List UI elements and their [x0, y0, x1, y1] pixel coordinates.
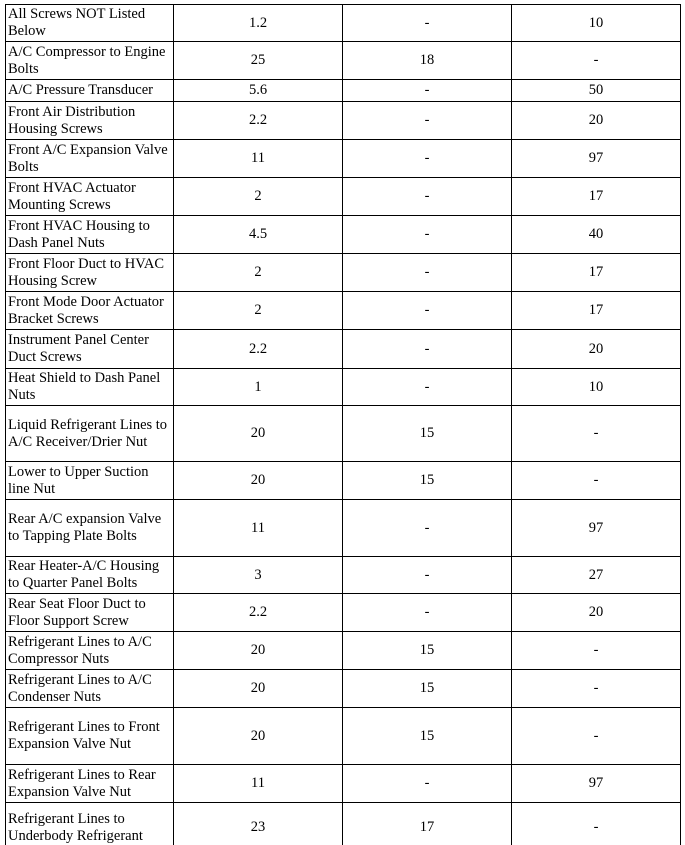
fastener-name-cell: Front HVAC Housing to Dash Panel Nuts	[6, 216, 174, 254]
torque-nm-cell: 23	[174, 803, 343, 845]
fastener-name-cell: Refrigerant Lines to Rear Expansion Valve Nut	[6, 765, 174, 803]
torque-nm-cell: 2.2	[174, 102, 343, 140]
torque-lbin-cell: 97	[512, 140, 681, 178]
table-row	[6, 80, 681, 102]
table-body	[6, 5, 681, 845]
torque-lbin-cell: 10	[512, 5, 681, 42]
torque-lbft-cell: -	[343, 216, 512, 254]
fastener-name-cell: Liquid Refrigerant Lines to A/C Receiver/Drier Nut	[6, 406, 174, 462]
torque-lbin-cell: 97	[512, 500, 681, 557]
fastener-name-cell: A/C Compressor to Engine Bolts	[6, 42, 174, 80]
torque-nm-cell: 1.2	[174, 5, 343, 42]
table-row	[6, 369, 681, 406]
fastener-name-cell: Refrigerant Lines to A/C Condenser Nuts	[6, 670, 174, 708]
fastener-name-cell: A/C Pressure Transducer	[6, 80, 174, 102]
torque-lbft-cell: 15	[343, 632, 512, 670]
table-row	[6, 708, 681, 765]
torque-lbft-cell: 15	[343, 462, 512, 500]
fastener-name-cell: Lower to Upper Suction line Nut	[6, 462, 174, 500]
torque-lbft-cell: -	[343, 140, 512, 178]
table-row	[6, 254, 681, 292]
torque-lbft-cell: 18	[343, 42, 512, 80]
torque-nm-cell: 20	[174, 632, 343, 670]
torque-lbft-cell: -	[343, 369, 512, 406]
torque-nm-cell: 20	[174, 406, 343, 462]
fastener-name-cell: Front Mode Door Actuator Bracket Screws	[6, 292, 174, 330]
table-row	[6, 292, 681, 330]
torque-nm-cell: 5.6	[174, 80, 343, 102]
fastener-name-cell: Refrigerant Lines to A/C Compressor Nuts	[6, 632, 174, 670]
torque-lbft-cell: 15	[343, 406, 512, 462]
table-row	[6, 102, 681, 140]
torque-lbft-cell: -	[343, 500, 512, 557]
torque-nm-cell: 20	[174, 708, 343, 765]
torque-nm-cell: 2	[174, 254, 343, 292]
torque-lbin-cell: -	[512, 708, 681, 765]
table-row	[6, 500, 681, 557]
torque-lbin-cell: -	[512, 406, 681, 462]
table-row	[6, 670, 681, 708]
torque-lbft-cell: 15	[343, 670, 512, 708]
torque-lbft-cell: -	[343, 557, 512, 594]
fastener-name-cell: Rear Heater-A/C Housing to Quarter Panel Bolts	[6, 557, 174, 594]
table-row	[6, 632, 681, 670]
torque-nm-cell: 11	[174, 140, 343, 178]
torque-nm-cell: 2.2	[174, 330, 343, 369]
table-row	[6, 216, 681, 254]
torque-lbin-cell: 10	[512, 369, 681, 406]
torque-nm-cell: 3	[174, 557, 343, 594]
torque-lbin-cell: 20	[512, 102, 681, 140]
torque-lbin-cell: 20	[512, 330, 681, 369]
torque-lbin-cell: 17	[512, 178, 681, 216]
table-row	[6, 140, 681, 178]
torque-lbin-cell: -	[512, 462, 681, 500]
fastener-name-cell: Rear Seat Floor Duct to Floor Support Screw	[6, 594, 174, 632]
table-row	[6, 42, 681, 80]
torque-lbft-cell: -	[343, 5, 512, 42]
fastener-name-cell: Instrument Panel Center Duct Screws	[6, 330, 174, 369]
torque-lbin-cell: -	[512, 670, 681, 708]
torque-lbin-cell: -	[512, 42, 681, 80]
table-row	[6, 406, 681, 462]
fastener-name-cell: Heat Shield to Dash Panel Nuts	[6, 369, 174, 406]
torque-lbin-cell: -	[512, 632, 681, 670]
table-row	[6, 178, 681, 216]
torque-lbin-cell: -	[512, 803, 681, 845]
torque-nm-cell: 11	[174, 765, 343, 803]
torque-lbin-cell: 20	[512, 594, 681, 632]
torque-lbft-cell: 17	[343, 803, 512, 845]
torque-lbin-cell: 97	[512, 765, 681, 803]
table-row	[6, 5, 681, 42]
torque-lbft-cell: 15	[343, 708, 512, 765]
torque-lbft-cell: -	[343, 594, 512, 632]
torque-lbft-cell: -	[343, 254, 512, 292]
fastener-name-cell: Front A/C Expansion Valve Bolts	[6, 140, 174, 178]
table-row	[6, 557, 681, 594]
fastener-name-cell: Front HVAC Actuator Mounting Screws	[6, 178, 174, 216]
torque-nm-cell: 20	[174, 462, 343, 500]
fastener-name-cell: All Screws NOT Listed Below	[6, 5, 174, 42]
torque-lbft-cell: -	[343, 102, 512, 140]
fastener-name-cell: Refrigerant Lines to Front Expansion Valve Nut	[6, 708, 174, 765]
torque-lbin-cell: 27	[512, 557, 681, 594]
torque-nm-cell: 25	[174, 42, 343, 80]
torque-lbft-cell: -	[343, 330, 512, 369]
torque-nm-cell: 20	[174, 670, 343, 708]
torque-nm-cell: 1	[174, 369, 343, 406]
torque-lbft-cell: -	[343, 765, 512, 803]
torque-lbin-cell: 17	[512, 254, 681, 292]
fastener-name-cell: Front Floor Duct to HVAC Housing Screw	[6, 254, 174, 292]
torque-nm-cell: 11	[174, 500, 343, 557]
torque-nm-cell: 2	[174, 178, 343, 216]
table-row	[6, 765, 681, 803]
table-row	[6, 594, 681, 632]
torque-lbft-cell: -	[343, 80, 512, 102]
table-row	[6, 803, 681, 845]
torque-nm-cell: 2	[174, 292, 343, 330]
table-row	[6, 330, 681, 369]
torque-spec-table	[5, 4, 681, 845]
torque-nm-cell: 2.2	[174, 594, 343, 632]
torque-lbin-cell: 40	[512, 216, 681, 254]
torque-lbft-cell: -	[343, 178, 512, 216]
fastener-name-cell: Front Air Distribution Housing Screws	[6, 102, 174, 140]
fastener-name-cell: Refrigerant Lines to Underbody Refrigerant	[6, 803, 174, 845]
torque-lbin-cell: 17	[512, 292, 681, 330]
fastener-name-cell: Rear A/C expansion Valve to Tapping Plate Bolts	[6, 500, 174, 557]
torque-nm-cell: 4.5	[174, 216, 343, 254]
table-row	[6, 462, 681, 500]
torque-lbft-cell: -	[343, 292, 512, 330]
torque-lbin-cell: 50	[512, 80, 681, 102]
